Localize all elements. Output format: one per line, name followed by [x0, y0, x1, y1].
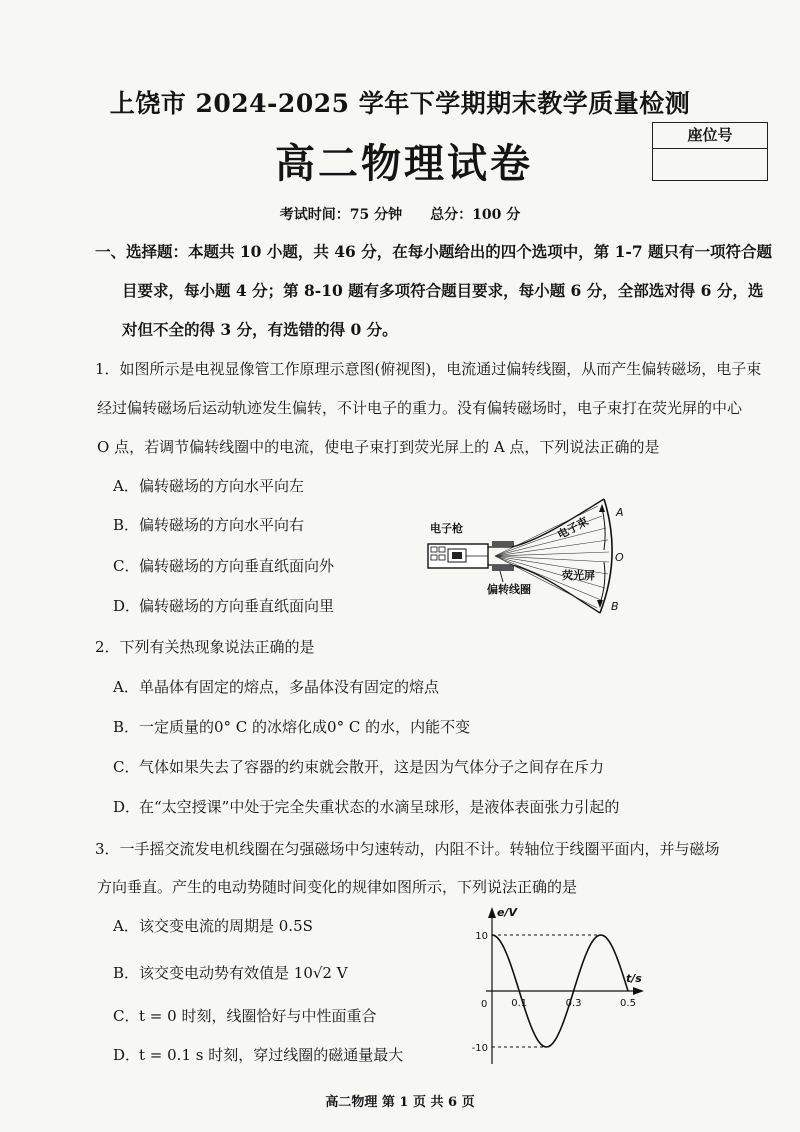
option-text: 偏转磁场的方向水平向右 — [139, 516, 305, 534]
option-text: 该交变电流的周期是 0.5S — [139, 917, 313, 935]
option-text: 一定质量的0° C 的冰熔化成0° C 的水，内能不变 — [139, 718, 471, 736]
option-text: 气体如果失去了容器的约束就会散开，这是因为气体分子之间存在斥力 — [139, 758, 605, 776]
question-2-option-c — [113, 756, 604, 778]
seat-number-box[interactable] — [652, 122, 768, 181]
option-text: 偏转磁场的方向垂直纸面向外 — [139, 557, 335, 575]
option-label: D． — [113, 597, 141, 615]
option-text: 偏转磁场的方向水平向左 — [139, 477, 305, 495]
point-o-label: O — [615, 551, 624, 564]
graph-y-axis-label: e/V — [497, 906, 517, 919]
question-2-stem — [95, 636, 315, 658]
electron-gun-core — [452, 552, 462, 559]
option-label: A． — [113, 678, 139, 696]
coil-pointer-line — [500, 571, 503, 582]
section-instructions-line: 对但不全的得 3 分，有选错的得 0 分。 — [122, 320, 398, 339]
question-1-stem-line: O 点，若调节偏转线圈中的电流，使电子束打到荧光屏上的 A 点，下列说法正确的是 — [97, 438, 660, 456]
screen-label: 荧光屏 — [562, 569, 595, 582]
page-footer: 高二物理 第 1 页 共 6 页 — [325, 1095, 475, 1110]
electron-gun-label: 电子枪 — [430, 522, 463, 535]
graph-y-axis-arrow — [488, 907, 496, 918]
option-label: A． — [113, 477, 139, 495]
option-label: B． — [113, 718, 140, 736]
graph-x-tick-label: 0.3 — [565, 998, 582, 1009]
exam-header-title: 上饶市 2024-2025 学年下学期期末教学质量检测 — [109, 89, 691, 118]
graph-origin-label: 0 — [481, 999, 488, 1010]
question-1-option-d — [113, 595, 334, 617]
question-number: 1． — [95, 360, 120, 378]
question-text: 下列有关热现象说法正确的是 — [119, 638, 315, 656]
graph-x-axis-arrow — [633, 987, 644, 995]
option-label: B． — [113, 964, 140, 982]
question-1-stem-line — [95, 358, 761, 380]
section-instructions-line: 目要求，每小题 4 分；第 8-10 题有多项符合题目要求，每小题 6 分，全部选对得 6 分，选 — [122, 281, 764, 300]
question-1-option-b — [113, 514, 304, 536]
question-3-option-b — [113, 962, 348, 984]
question-2-option-b — [113, 716, 470, 738]
option-text: t = 0.1 s 时刻，穿过线圈的磁通量最大 — [139, 1046, 404, 1064]
option-label: A． — [113, 917, 139, 935]
question-3-option-c — [113, 1005, 376, 1027]
graph-x-tick-label: 0.5 — [620, 998, 636, 1009]
exam-time: 考试时间：75 分钟 — [279, 207, 403, 223]
option-text: 偏转磁场的方向垂直纸面向里 — [139, 597, 335, 615]
graph-y-tick-label: 10 — [475, 931, 488, 942]
section-instructions-line: 一、选择题：本题共 10 小题，共 46 分，在每小题给出的四个选项中，第 1-7 题只有一项符合题 — [95, 242, 773, 261]
option-text: t = 0 时刻，线圈恰好与中性面重合 — [139, 1007, 377, 1025]
emf-time-graph — [455, 898, 645, 1070]
point-b-label: B — [611, 600, 619, 613]
question-3-option-a — [113, 915, 313, 937]
question-3-option-d — [113, 1044, 403, 1066]
exam-info — [0, 204, 800, 224]
option-text: 该交变电动势有效值是 10√2 V — [139, 964, 348, 982]
subject-title: 高二物理试卷 — [275, 140, 533, 187]
question-3-stem-line — [95, 838, 720, 860]
deflection-coil-top — [492, 541, 514, 547]
electron-beam-line — [495, 552, 609, 556]
deflection-coil-bottom — [492, 565, 514, 571]
option-label: C． — [113, 758, 140, 776]
option-label: D． — [113, 798, 141, 816]
question-1-option-a — [113, 475, 304, 497]
electron-beam-label: 电子束 — [555, 514, 591, 542]
question-number: 3． — [95, 840, 120, 858]
question-text: 一手摇交流发电机线圈在匀强磁场中匀速转动，内阻不计。转轴位于线圈平面内，并与磁场 — [119, 840, 720, 858]
option-label: D． — [113, 1046, 141, 1064]
deflection-coil-label: 偏转线圈 — [487, 583, 531, 596]
graph-y-tick-label: -10 — [471, 1043, 488, 1054]
question-2-option-d — [113, 796, 619, 818]
question-3-stem-line: 方向垂直。产生的电动势随时间变化的规律如图所示，下列说法正确的是 — [97, 878, 578, 896]
graph-x-axis-label: t/s — [626, 972, 642, 985]
total-score: 总分：100 分 — [430, 207, 521, 223]
crt-diagram — [420, 492, 635, 617]
option-label: B． — [113, 516, 140, 534]
question-2-option-a — [113, 676, 439, 698]
graph-x-tick-label: 0.1 — [511, 998, 528, 1009]
screen-arrow-up-head — [599, 504, 605, 512]
question-1-option-c — [113, 555, 334, 577]
option-label: C． — [113, 557, 140, 575]
question-number: 2． — [95, 638, 120, 656]
screen-arrow-down — [600, 562, 605, 604]
option-label: C． — [113, 1007, 140, 1025]
option-text: 在“太空授课”中处于完全失重状态的水滴呈球形，是液体表面张力引起的 — [139, 798, 620, 816]
option-text: 单晶体有固定的熔点，多晶体没有固定的熔点 — [139, 678, 440, 696]
electron-beam-line — [495, 556, 597, 608]
question-text: 如图所示是电视显像管工作原理示意图(俯视图)，电流通过偏转线圈，从而产生偏转磁场，电子束 — [119, 360, 762, 378]
question-1-stem-line: 经过偏转磁场后运动轨迹发生偏转，不计电子的重力。没有偏转磁场时，电子束打在荧光屏的中心 — [97, 399, 743, 417]
seat-number-label: 座位号 — [653, 123, 767, 149]
point-a-label: A — [616, 506, 624, 519]
